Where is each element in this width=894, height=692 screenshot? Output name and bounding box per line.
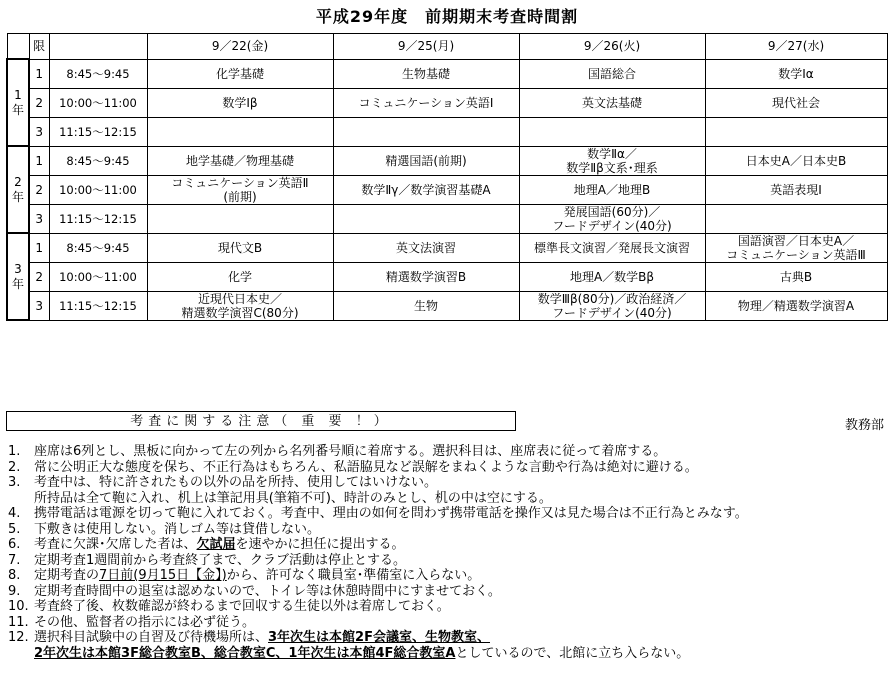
subject-cell: 数学Ⅲβ(80分)／政治経済／ フードデザイン(40分) [519, 291, 705, 320]
note-continuation: 所持品は全て鞄に入れ、机上は筆記用具(筆箱不可)、時計のみとし、机の中は空にする。 [34, 490, 552, 506]
note-item: 12. 選択科目試験中の自習及び待機場所は、3年次生は本館2F会議室、生物教室、 [8, 630, 490, 645]
schedule-row [7, 291, 887, 320]
note-text: 考査に欠課･欠席した者は、 [34, 537, 197, 552]
subject-cell: 地学基礎／物理基礎 [147, 146, 333, 175]
note-item: 4. 携帯電話は電源を切って鞄に入れておく。考査中、理由の如何を問わず携帯電話を操作又は見た場合は不正行為とみなす。 [8, 506, 888, 522]
note-text: から、許可なく職員室･準備室に入らない。 [226, 568, 481, 583]
schedule-row [7, 262, 887, 291]
grade-label: 年 [11, 102, 24, 117]
period-header: 限 [29, 34, 49, 60]
subject-cell [333, 204, 519, 233]
subject-cell: 標準長文演習／発展長文演習 [519, 233, 705, 262]
subject-cell [519, 117, 705, 146]
subject-cell: 生物 [333, 291, 519, 320]
note-text: 常に公明正大な態度を保ち、不正行為はもちろん、私語脇見など誤解をまねくような言動や行為は絶対に避ける。 [34, 459, 698, 475]
subject-cell: 発展国語(60分)／ フードデザイン(40分) [519, 204, 705, 233]
schedule-row [7, 146, 887, 175]
period-cell: 1 [29, 146, 49, 175]
absence-form-text: 欠試届 [196, 537, 236, 552]
subject-cell: 現代社会 [705, 88, 887, 117]
subject-cell [705, 204, 887, 233]
note-text: 定期考査時間中の退室は認めないので、トイレ等は休憩時間中にすませておく。 [34, 583, 501, 599]
time-cell: 8:45～9:45 [49, 59, 147, 88]
schedule-row [7, 59, 887, 88]
grade-label: 1 [14, 87, 22, 102]
date-header: 9／26(火) [519, 34, 705, 60]
period-cell: 2 [29, 88, 49, 117]
note-item: 9. 定期考査時間中の退室は認めないので、トイレ等は休憩時間中にすませておく。 [8, 584, 888, 600]
subject-cell: 英語表現Ⅰ [705, 175, 887, 204]
period-cell: 1 [29, 59, 49, 88]
subject-cell: 精選数学演習B [333, 262, 519, 291]
time-cell: 10:00～11:00 [49, 175, 147, 204]
time-cell: 11:15～12:15 [49, 204, 147, 233]
notice-heading: 考査に関する注意（ 重 要 ！） [6, 411, 516, 431]
note-text: 携帯電話は電源を切って鞄に入れておく。考査中、理由の如何を問わず携帯電話を操作又は見た場合は不正行為とみなす。 [34, 506, 748, 521]
note-item: 3. 考査中は、特に許されたもの以外の品を所持、使用してはいけない。 [8, 475, 888, 491]
subject-cell: 国語総合 [519, 59, 705, 88]
grade-label: 年 [11, 189, 24, 204]
office-label: 教務部 [844, 418, 884, 433]
subject-cell: コミュニケーション英語Ⅱ (前期) [147, 175, 333, 204]
grade-label: 2 [14, 174, 22, 189]
note-continuation [8, 646, 888, 662]
note-item: 6. 考査に欠課･欠席した者は、欠試届を速やかに担任に提出する。 [8, 537, 405, 552]
subject-cell: コミュニケーション英語Ⅰ [333, 88, 519, 117]
study-location-text: 2年次生は本館3F総合教室B、総合教室C、1年次生は本館4F総合教室A [34, 645, 456, 661]
grade-label: 年 [11, 276, 24, 291]
note-item: 1. 座席は6列とし、黒板に向かって左の列から名列番号順に着席する。選択科目は、座席表に従って着席する。 [8, 444, 888, 460]
subject-cell: 地理A／地理B [519, 175, 705, 204]
note-item: 10. 考査終了後、枚数確認が終わるまで回収する生徒以外は着席しておく。 [8, 599, 888, 615]
subject-cell: 日本史A／日本史B [705, 146, 887, 175]
subject-cell: 数学Ⅱα／ 数学Ⅱβ文系･理系 [519, 146, 705, 175]
subject-cell: 精選国語(前期) [333, 146, 519, 175]
subject-cell: 近現代日本史／ 精選数学演習C(80分) [147, 291, 333, 320]
subject-cell [147, 117, 333, 146]
subject-cell: 化学基礎 [147, 59, 333, 88]
subject-cell: 化学 [147, 262, 333, 291]
page-title: 平成29年度 前期期末考査時間割 [315, 7, 579, 26]
schedule-row [7, 204, 887, 233]
date-header: 9／27(水) [705, 34, 887, 60]
subject-cell: 古典B [705, 262, 887, 291]
subject-cell [705, 117, 887, 146]
time-cell: 8:45～9:45 [49, 146, 147, 175]
time-cell: 10:00～11:00 [49, 262, 147, 291]
subject-cell: 地理A／数学Bβ [519, 262, 705, 291]
subject-cell [147, 204, 333, 233]
corner-cell [7, 34, 29, 60]
schedule-row [7, 88, 887, 117]
note-item: 11. その他、監督者の指示には必ず従う。 [8, 615, 888, 631]
note-text: 定期考査の [34, 568, 100, 583]
note-text: その他、監督者の指示には必ず従う。 [34, 614, 256, 630]
period-cell: 3 [29, 117, 49, 146]
schedule-row [7, 117, 887, 146]
notes-list [8, 444, 888, 661]
note-text: 考査終了後、枚数確認が終わるまで回収する生徒以外は着席しておく。 [34, 599, 450, 614]
note-text: を速やかに担任に提出する。 [235, 537, 405, 552]
period-cell: 2 [29, 175, 49, 204]
note-text: 選択科目試験中の自習及び待機場所は、 [34, 630, 269, 645]
exam-schedule-table [6, 33, 888, 321]
subject-cell: 数学Ⅰα [705, 59, 887, 88]
period-cell: 3 [29, 204, 49, 233]
note-item: 7. 定期考査1週間前から考査終了まで、クラブ活動は停止とする。 [8, 553, 888, 569]
period-cell: 2 [29, 262, 49, 291]
grade-label: 3 [14, 261, 22, 276]
subject-cell: 国語演習／日本史A／ コミュニケーション英語Ⅲ [705, 233, 887, 262]
date-header: 9／22(金) [147, 34, 333, 60]
grade-cell [7, 59, 29, 146]
date-header: 9／25(月) [333, 34, 519, 60]
period-cell: 1 [29, 233, 49, 262]
subject-cell: 生物基礎 [333, 59, 519, 88]
subject-cell: 現代文B [147, 233, 333, 262]
time-header [49, 34, 147, 60]
subject-cell: 英文法演習 [333, 233, 519, 262]
note-item: 8. 定期考査の7日前(9月15日【金】)から、許可なく職員室･準備室に入らない。 [8, 568, 481, 583]
note-text: 座席は6列とし、黒板に向かって左の列から名列番号順に着席する。選択科目は、座席表に従って着席する。 [34, 444, 667, 459]
schedule-row [7, 233, 887, 262]
time-cell: 10:00～11:00 [49, 88, 147, 117]
note-text: としているので、北館に立ち入らない。 [455, 645, 690, 661]
time-cell: 11:15～12:15 [49, 117, 147, 146]
subject-cell: 数学Ⅰβ [147, 88, 333, 117]
subject-cell: 物理／精選数学演習A [705, 291, 887, 320]
subject-cell: 英文法基礎 [519, 88, 705, 117]
period-cell: 3 [29, 291, 49, 320]
time-cell: 11:15～12:15 [49, 291, 147, 320]
deadline-text: 7日前(9月15日【金】) [99, 568, 227, 583]
note-text: 下敷きは使用しない。消しゴム等は貸借しない。 [34, 521, 321, 537]
note-item: 2. 常に公明正大な態度を保ち、不正行為はもちろん、私語脇見など誤解をまねくような言動や行為は絶対に避ける。 [8, 460, 888, 476]
time-cell: 8:45～9:45 [49, 233, 147, 262]
note-item: 5. 下敷きは使用しない。消しゴム等は貸借しない。 [8, 522, 888, 538]
note-text: 考査中は、特に許されたもの以外の品を所持、使用してはいけない。 [34, 475, 438, 490]
grade-cell [7, 146, 29, 233]
schedule-row [7, 175, 887, 204]
study-location-text: 3年次生は本館2F会議室、生物教室、 [268, 630, 490, 645]
header-row [7, 34, 887, 60]
grade-cell [7, 233, 29, 320]
subject-cell [333, 117, 519, 146]
subject-cell: 数学Ⅱγ／数学演習基礎A [333, 175, 519, 204]
note-text: 定期考査1週間前から考査終了まで、クラブ活動は停止とする。 [34, 552, 407, 568]
